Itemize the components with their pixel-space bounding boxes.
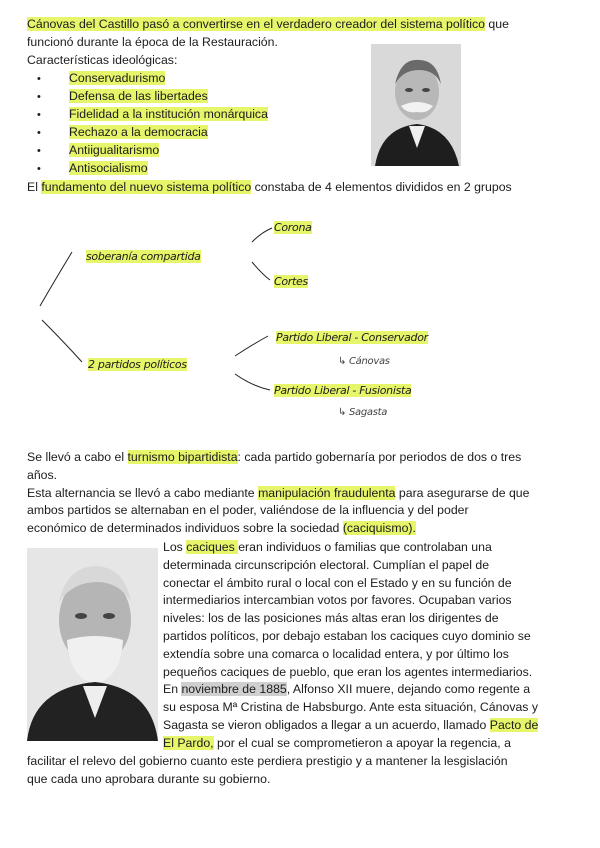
list-item: • Antiigualitarismo <box>37 143 160 157</box>
portrait-sagasta <box>27 548 158 741</box>
turnismo-paragraph: Se llevó a cabo el turnismo bipartidista: cada partido gobernaría por periodos de dos o tres años. Esta alternancia se llevó a cabo mediante manipulación fraudulenta para asegurarse de que ambos partidos se alternaban en el poder, valiéndose de la influencia y del poder económico de determinados individuos sobre la sociedad (caciquismo). <box>27 450 530 536</box>
diagram-soberania: soberanía compartida <box>86 250 201 263</box>
diagram-lines <box>0 210 600 430</box>
list-item: • Rechazo a la democracia <box>37 125 208 139</box>
fundamento-line: El fundamento del nuevo sistema político constaba de 4 elementos divididos en 2 grupos <box>27 180 512 194</box>
diagram-cortes: Cortes <box>274 275 308 288</box>
diagram-partido-fusionista: Partido Liberal - Fusionista <box>274 384 412 397</box>
caciques-paragraph: Los caciques eran individuos o familias que controlaban una determinada circunscripción electoral. Cumplían el papel de conectar el ámbito rural o local con el Estado y en su función de intermediarios intercambian votos por favores. Ocupaban varios niveles: los de las posiciones más altas eran los dirigentes de partidos políticos, por debajo estaban los caciques cuyo dominio se extendía sobre una comarca o localidad entera, y por último los pequeños caciques de pueblo, que eran los agentes intermediarios. En noviembre de 1885, Alfonso XII muere, dejando como regente a su esposa Mª Cristina de Habsburgo. Ante esta situación, Cánovas y Sagasta se vieron obligados a llegar a un acuerdo, llamado Pacto de El Pardo, por el cual se comprometieron a apoyar la regencia, a <box>163 540 539 750</box>
diagram-canovas: ↳ Cánovas <box>338 356 390 367</box>
portrait-canovas <box>371 44 461 166</box>
caciques-paragraph-end: facilitar el relevo del gobierno cuanto este perdiera prestigio y a mantener la lesgislación que cada uno aprobara durante su gobierno. <box>27 754 508 786</box>
list-item: • Defensa de las libertades <box>37 89 208 103</box>
list-item: • Fidelidad a la institución monárquica <box>37 107 268 121</box>
intro-line-3: Características ideológicas: <box>27 53 178 67</box>
intro-line-2: funcionó durante la época de la Restauración. <box>27 35 278 49</box>
list-item: • Antisocialismo <box>37 161 148 175</box>
diagram-corona: Corona <box>274 221 312 234</box>
diagram-partidos: 2 partidos políticos <box>88 358 187 371</box>
intro-line-1: Cánovas del Castillo pasó a convertirse en el verdadero creador del sistema político que <box>27 17 509 31</box>
list-item: • Conservadurismo <box>37 71 166 85</box>
diagram-sagasta: ↳ Sagasta <box>338 407 388 418</box>
diagram-partido-conservador: Partido Liberal - Conservador <box>276 331 428 344</box>
